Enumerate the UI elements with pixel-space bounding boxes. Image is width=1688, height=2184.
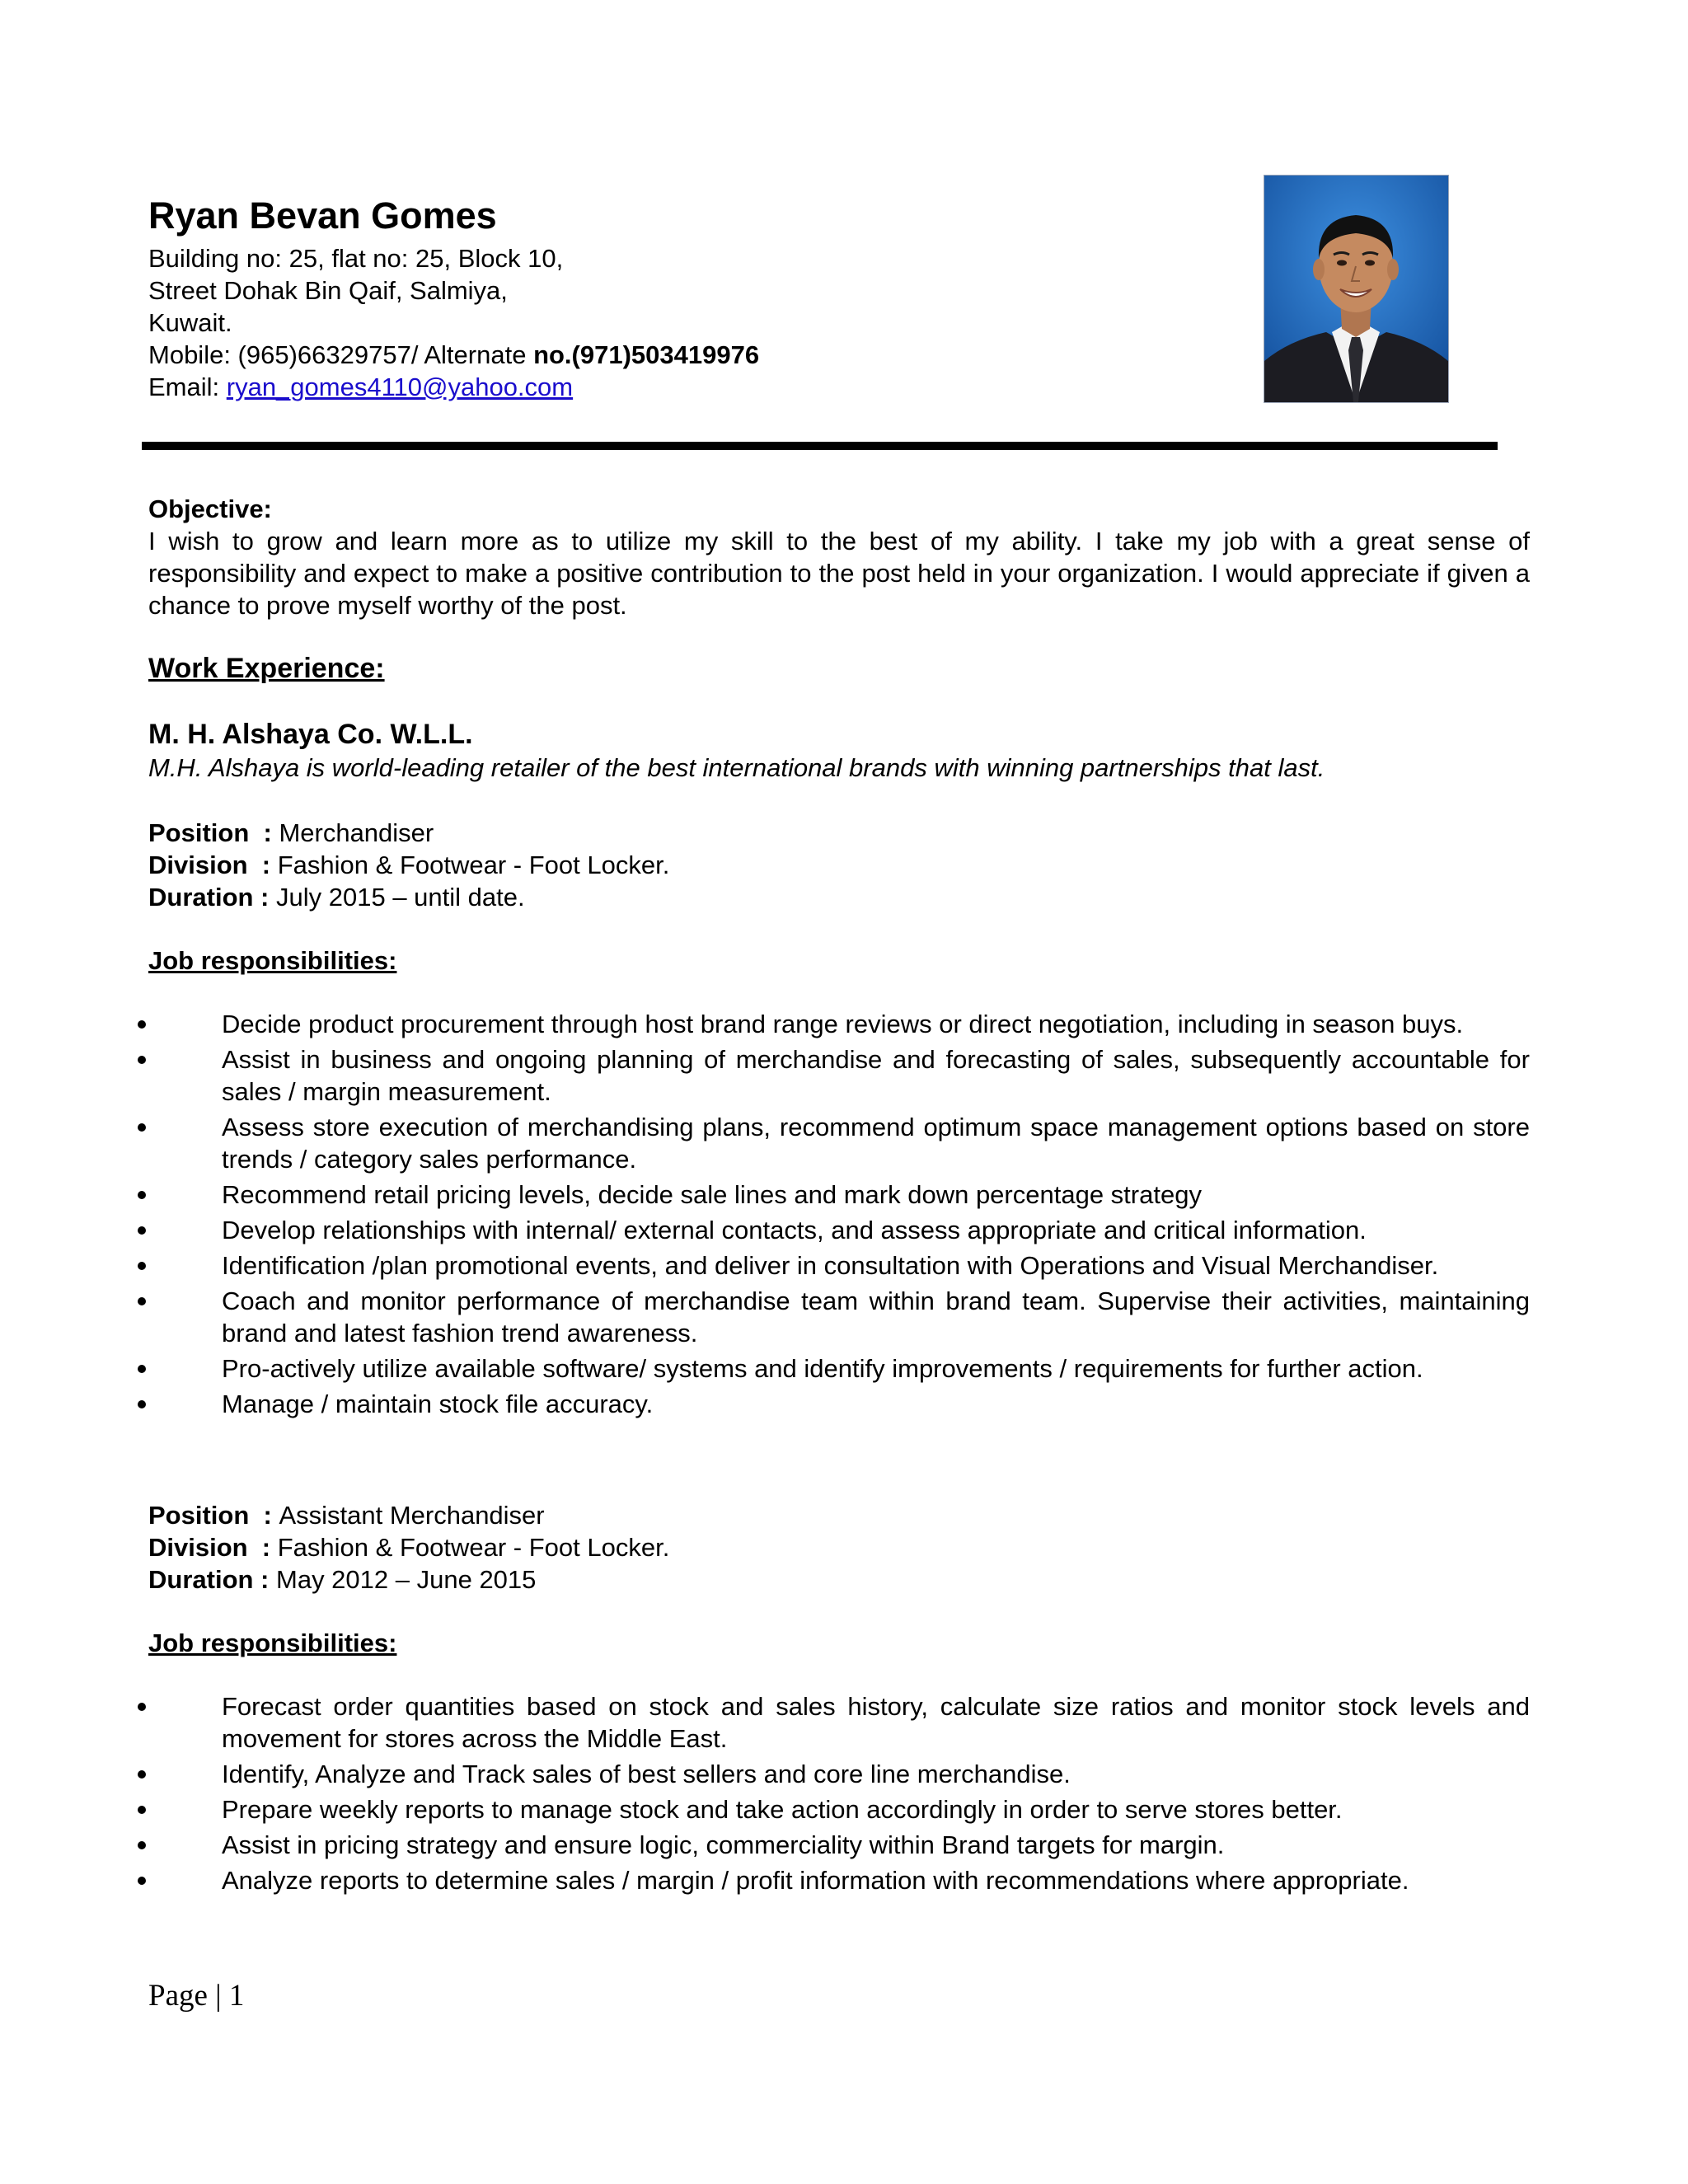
bullet-icon: [138, 1297, 146, 1305]
list-item: Analyze reports to determine sales / margin / profit information with recommendations where appropriate.: [148, 1864, 1530, 1896]
bullet-icon: [138, 1703, 146, 1711]
position-row: [148, 1499, 1530, 1531]
phone-line: [148, 339, 759, 371]
division-label: Division :: [148, 851, 278, 879]
duration-value: July 2015 – until date.: [276, 883, 525, 912]
bullet-icon: [138, 1191, 146, 1199]
resume-body: [148, 493, 1530, 1900]
list-item: Recommend retail pricing levels, decide sale lines and mark down percentage strategy: [148, 1179, 1530, 1211]
objective-text: I wish to grow and learn more as to utilize my skill to the best of my ability. I take my job with a great sense of responsibility and expect to make a positive contribution to the post held in your organization. I would appreciate if given a chance to prove myself worthy of the post.: [148, 527, 1530, 620]
position-value: Merchandiser: [279, 818, 434, 847]
page-number: Page | 1: [148, 1979, 245, 2013]
address-line-2: Street Dohak Bin Qaif, Salmiya,: [148, 276, 508, 305]
responsibilities-list: [148, 1690, 1530, 1896]
bullet-icon: [138, 1262, 146, 1270]
list-item: Forecast order quantities based on stock and sales history, calculate size ratios and monitor stock levels and movement for stores across the Middle East.: [148, 1690, 1530, 1755]
list-item: Coach and monitor performance of merchandise team within brand team. Supervise their activities, maintaining brand and latest fashion trend awareness.: [148, 1285, 1530, 1349]
responsibilities-list: [148, 1008, 1530, 1420]
list-item: Develop relationships with internal/ external contacts, and assess appropriate and critical information.: [148, 1214, 1530, 1246]
responsibilities-heading: Job responsibilities:: [148, 946, 397, 975]
duration-value: May 2012 – June 2015: [276, 1565, 537, 1594]
company-name: M. H. Alshaya Co. W.L.L.: [148, 719, 473, 750]
duration-label: Duration :: [148, 1565, 276, 1594]
alternate-label: / Alternate: [410, 340, 534, 369]
list-item: Pro-actively utilize available software/ systems and identify improvements / requirements for further action.: [148, 1352, 1530, 1385]
email-label: Email:: [148, 373, 227, 401]
position-row: [148, 817, 1530, 849]
email-link[interactable]: ryan_gomes4110@yahoo.com: [226, 373, 574, 401]
candidate-name: Ryan Bevan Gomes: [148, 194, 497, 237]
position-label: Position :: [148, 818, 279, 847]
address-line-1: Building no: 25, flat no: 25, Block 10,: [148, 244, 564, 273]
mobile-label: Mobile:: [148, 340, 238, 369]
address-line-3: Kuwait.: [148, 308, 232, 337]
mobile-number: (965)66329757: [237, 340, 411, 369]
position-value: Assistant Merchandiser: [279, 1501, 545, 1530]
bullet-icon: [138, 1056, 146, 1064]
duration-row: [148, 881, 1530, 913]
contact-block: [148, 242, 759, 403]
list-item: Assist in pricing strategy and ensure logic, commerciality within Brand targets for margin.: [148, 1829, 1530, 1861]
list-item: Assist in business and ongoing planning of merchandise and forecasting of sales, subsequently accountable for sales / margin measurement.: [148, 1043, 1530, 1108]
position-label: Position :: [148, 1501, 279, 1530]
bullet-icon: [138, 1770, 146, 1779]
list-item: Prepare weekly reports to manage stock and take action accordingly in order to serve stores better.: [148, 1793, 1530, 1825]
duration-label: Duration :: [148, 883, 276, 912]
bullet-icon: [138, 1841, 146, 1849]
division-label: Division :: [148, 1533, 278, 1562]
work-experience-heading: Work Experience:: [148, 653, 385, 684]
list-item: Identify, Analyze and Track sales of best sellers and core line merchandise.: [148, 1758, 1530, 1790]
bullet-icon: [138, 1123, 146, 1132]
bullet-icon: [138, 1806, 146, 1814]
list-item: Identification /plan promotional events, and deliver in consultation with Operations and Visual Merchandiser.: [148, 1249, 1530, 1282]
email-line: [148, 371, 759, 403]
position-details: [148, 1499, 1530, 1596]
alternate-number: no.(971)503419976: [533, 340, 760, 369]
bullet-icon: [138, 1226, 146, 1235]
division-value: Fashion & Footwear - Foot Locker.: [277, 851, 670, 879]
list-item: Decide product procurement through host brand range reviews or direct negotiation, including in season buys.: [148, 1008, 1530, 1040]
division-row: [148, 1531, 1530, 1563]
division-value: Fashion & Footwear - Foot Locker.: [277, 1533, 670, 1562]
list-item: Manage / maintain stock file accuracy.: [148, 1388, 1530, 1420]
bullet-icon: [138, 1877, 146, 1885]
bullet-icon: [138, 1020, 146, 1029]
objective-heading: Objective:: [148, 494, 272, 523]
list-item: Assess store execution of merchandising plans, recommend optimum space management options based on store trends / category sales performance.: [148, 1111, 1530, 1175]
profile-photo: [1264, 175, 1449, 403]
company-description: M.H. Alshaya is world-leading retailer of the best international brands with winning partnerships that last.: [148, 753, 1325, 782]
header-divider: [142, 442, 1498, 450]
position-details: [148, 817, 1530, 913]
bullet-icon: [138, 1400, 146, 1408]
duration-row: [148, 1563, 1530, 1596]
responsibilities-heading: Job responsibilities:: [148, 1629, 397, 1657]
bullet-icon: [138, 1365, 146, 1373]
division-row: [148, 849, 1530, 881]
